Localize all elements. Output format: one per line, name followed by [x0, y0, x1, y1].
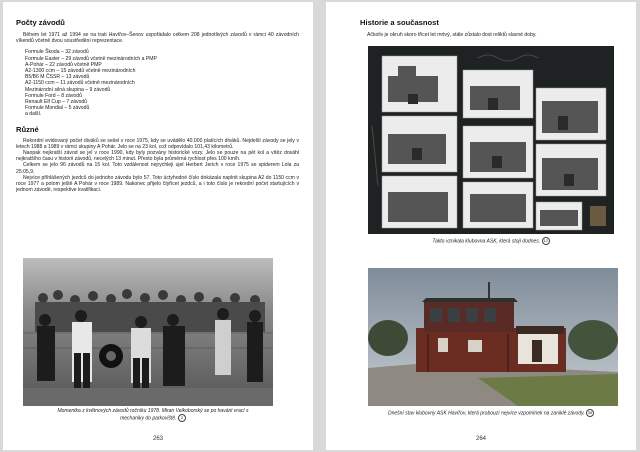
photo-caption-board	[406, 237, 576, 245]
photo-caption-clubhouse	[360, 409, 622, 417]
misc-paragraph: Nejvíce přihlášených jezdců do jednoho závodu bylo 57. Toto úctyhodné číslo dokázala naplnit skupina A2 do 1150 ccm v roce 1977 a potom ještě A Pohár v roce 1989. Nakonec přijelo čtyřicet jezdců, a i toto číslo je rekordní počet startujících v jednom závodě, respektive kvalifikaci.	[16, 174, 299, 194]
formula-list-item: Formule Škoda – 32 závodů	[25, 49, 89, 56]
history-intro: Ačkoliv je okruh skoro třicet let mrtvý, stále zůstalo dost reliktů slavné doby.	[367, 32, 537, 38]
formula-list-item: Mezinárodní silná skupina – 9 závodů	[25, 86, 111, 93]
formula-list	[16, 49, 299, 117]
formula-list-item: A-Pohár – 22 závodů včetně PMP	[25, 61, 102, 68]
formula-list-item: Formule Mondial – 5 závodů	[25, 105, 90, 112]
formula-list-item: Formule Easter – 29 závodů včetně mezinárodních a PMP	[25, 55, 157, 62]
misc-paragraph: Rekordní evidovaný počet diváků se sešel v roce 1975, kdy se uvádělo 40.000 platících diváků. Nejdelší závody se jely v letech 1988 a 1989 v rámci skupiny A Pohár. Jelo se na 23 kol, což odpovídalo 101,43 kilometrů.	[16, 137, 299, 150]
misc-paragraph: Celkem se jelo 96 závodů na 15 kol. Toto vzdálenost nejrychleji ujel Herbert Jerich v roce 1975 se spiderem Lola za 25:05,9.	[16, 162, 299, 175]
clubhouse-photo-image	[368, 268, 618, 406]
formula-list-item: a další.	[25, 111, 42, 118]
caption-clubhouse-text: Dnešní stav klubovny ASK Havířov, která probouzí nejvíce vzpomínek na zaniklé závody.	[387, 410, 585, 417]
photo-board	[368, 46, 614, 234]
caption-text: Momentka z květnových závodů ročníku 1978. Miran Velkoborský se po havárii vrací s mechaniky do parkoviště.	[57, 408, 249, 422]
formula-list-item: Renault Elf Cup – 7 závodů	[25, 99, 88, 106]
caption-board-ref-badge: 12	[543, 238, 548, 243]
formula-list-item: B5/B6 M ČSSR – 13 závodů	[25, 74, 90, 81]
section-title-history: Historie a současnost	[360, 18, 439, 27]
caption-board-text: Takto vznikala klubovna ASK, která stojí dodnes.	[432, 238, 541, 245]
misc-paragraphs	[16, 138, 299, 194]
section-title-counts: Počty závodů	[16, 18, 65, 27]
clubhouse-photo	[368, 268, 618, 406]
photo-caption-left	[53, 408, 253, 422]
photo-board-image	[368, 46, 614, 234]
page-number-right: 264	[475, 436, 486, 442]
formula-list-item: A2-1150 ccm – 11 závodů včetně mezinárodních	[25, 80, 135, 87]
caption-ref-badge: 2	[178, 414, 186, 422]
section-title-misc: Různé	[16, 124, 39, 134]
formula-list-item: A2-1300 ccm – 15 závodů včetně mezinárodních	[25, 68, 136, 75]
left-page	[3, 2, 313, 450]
race-photo	[23, 258, 273, 406]
race-photo-image	[23, 258, 273, 406]
misc-paragraph: Naopak nejkratší závod se jel v roce 1990, kdy byly pozvány historické vozy. Jelo se pouze na pět kol a vítěz dosáhl nejkratšího času v historii závodů, necelých 13 minut. Přesto byla průměrná rychlost přes 100 km/h.	[16, 150, 299, 163]
caption-clubhouse-ref-badge: 35	[587, 410, 593, 415]
formula-list-item: Formule Ford – 8 závodů	[25, 92, 82, 99]
page-number-left: 263	[152, 436, 163, 442]
right-page	[326, 2, 636, 450]
intro-paragraph: Během let 1971 až 1994 se na trati Havířov–Šenov uspořádalo celkem 208 jednotlivých závodů v rámci 40 závodních víkendů včetně dvou soustředění reprezentace.	[16, 32, 299, 45]
